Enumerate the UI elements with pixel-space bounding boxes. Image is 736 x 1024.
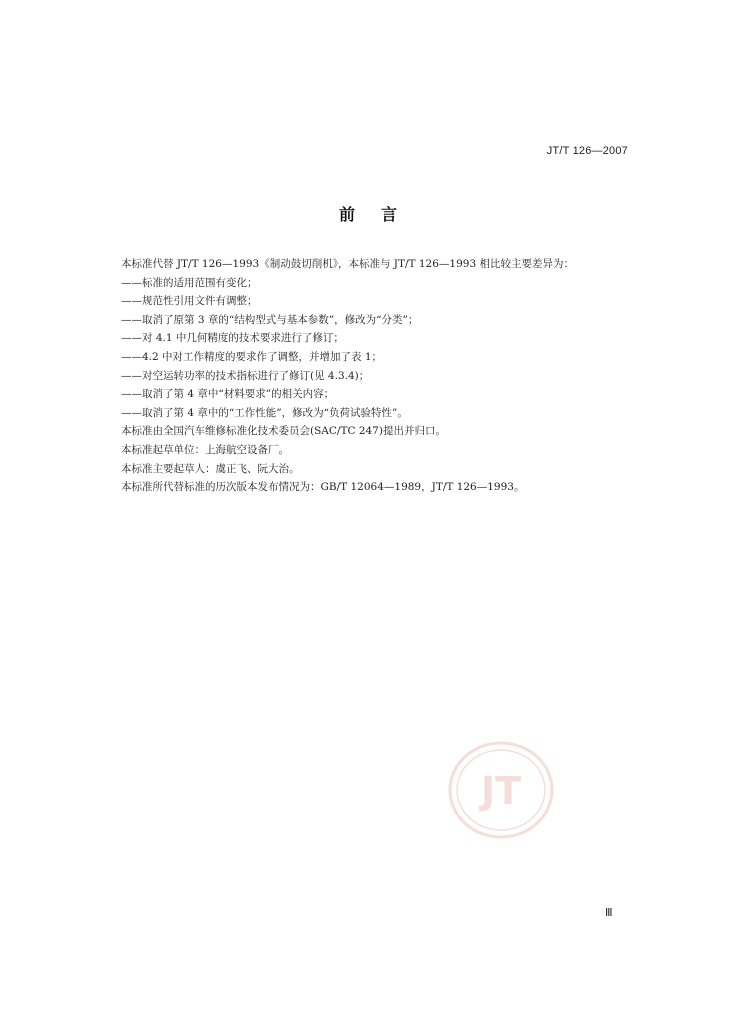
foreword-body — [121, 255, 621, 497]
paragraph-line: 本标准代替 JT/T 126—1993《制动鼓切削机》，本标准与 JT/T 126—1993 相比较主要差异为： — [121, 258, 574, 270]
standard-code: JT/T 126—2007 — [546, 145, 628, 157]
page-number: Ⅲ — [605, 906, 614, 919]
paragraph-line: 本标准主要起草人：虞正飞、阮大治。 — [121, 462, 300, 475]
paragraph-line: ——取消了第 4 章中“材料要求”的相关内容； — [121, 388, 335, 401]
paragraph-line: 本标准起草单位：上海航空设备厂。 — [121, 443, 289, 456]
paragraph-line: ——规范性引用文件有调整； — [121, 295, 258, 308]
paragraph-line: ——取消了第 4 章中的“工作性能”，修改为“负荷试验特性”。 — [121, 406, 408, 419]
jt-watermark-logo — [447, 740, 555, 840]
paragraph-line: ——对 4.1 中几何精度的技术要求进行了修订； — [121, 332, 344, 345]
paragraph-line: ——对空运转功率的技术指标进行了修订(见 4.3.4)； — [121, 369, 370, 382]
page-title: 前言 — [338, 205, 423, 224]
paragraph-line: 本标准所代替标准的历次版本发布情况为：GB/T 12064—1989，JT/T 126—1993。 — [121, 481, 525, 494]
watermark-text: JT — [480, 769, 522, 813]
paragraph-line: ——取消了原第 3 章的“结构型式与基本参数”，修改为“分类”； — [121, 313, 419, 326]
paragraph-line: 本标准由全国汽车维修标准化技术委员会(SAC/TC 247)提出并归口。 — [121, 425, 446, 438]
paragraph-line: ——标准的适用范围有变化； — [121, 276, 258, 289]
paragraph-line: ——4.2 中对工作精度的要求作了调整，并增加了表 1； — [121, 350, 383, 363]
